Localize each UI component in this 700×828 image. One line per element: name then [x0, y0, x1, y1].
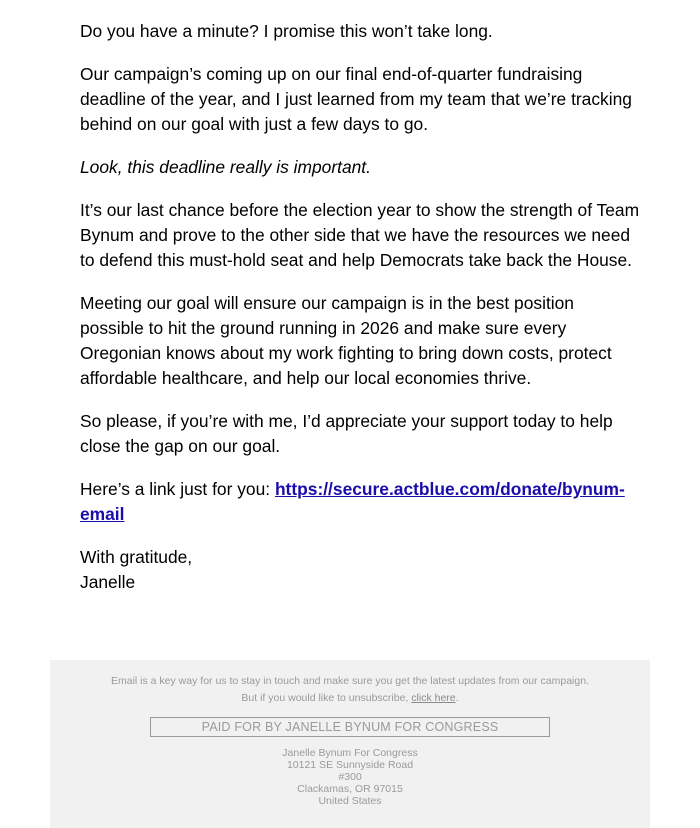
link-intro: Here’s a link just for you:: [80, 479, 271, 499]
address-country: United States: [318, 795, 382, 807]
paragraph-deadline: Our campaign’s coming up on our final end-of-quarter fundraising deadline of the year, and I just learned from my team that we’re tracking behind on our goal with just a few days to go.: [80, 64, 632, 134]
paragraph-intro: Do you have a minute? I promise this won’t take long.: [80, 21, 493, 41]
unsubscribe-prefix: But if you would like to unsubscribe,: [241, 692, 409, 704]
footer-note: Email is a key way for us to stay in touch and make sure you get the latest updates from our campaign.: [111, 675, 589, 687]
address-street: 10121 SE Sunnyside Road: [286, 759, 414, 771]
paid-for-disclaimer: PAID FOR BY JANELLE BYNUM FOR CONGRESS: [150, 717, 550, 737]
unsubscribe-note: [50, 691, 650, 705]
paragraph-goal: Meeting our goal will ensure our campaign is in the best position possible to hit the ground running in 2026 and make sure every Oregonian knows about my work fighting to bring down costs, protect affordable healthcare, and help our local economies thrive.: [80, 293, 612, 388]
signature: Janelle: [80, 572, 136, 592]
address-suite: #300: [338, 771, 362, 783]
unsubscribe-suffix: .: [455, 692, 459, 704]
unsubscribe-link[interactable]: click here: [411, 692, 456, 704]
signoff: [80, 545, 640, 595]
email-footer: [50, 660, 650, 828]
donate-link[interactable]: https://secure.actblue.com/donate/bynum-email: [80, 479, 625, 524]
email-body: [80, 19, 640, 613]
paragraph-support: So please, if you’re with me, I’d appreciate your support today to help close the gap on our goal.: [80, 411, 613, 456]
paragraph-last-chance: It’s our last chance before the election year to show the strength of Team Bynum and prove to the other side that we have the resources we need to defend this must-hold seat and help Democrats take back the House.: [80, 200, 640, 270]
address-city: Clackamas, OR 97015: [297, 783, 403, 795]
mailing-address: [50, 747, 650, 807]
paragraph-important: Look, this deadline really is important.: [80, 157, 371, 177]
closing: With gratitude,: [80, 547, 193, 567]
paragraph-link: [80, 477, 640, 527]
address-org: Janelle Bynum For Congress: [282, 747, 418, 759]
